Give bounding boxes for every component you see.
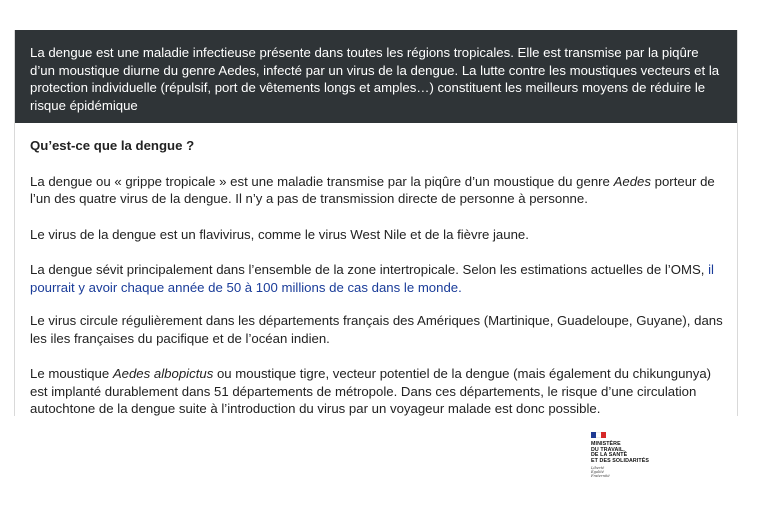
- republic-motto: Liberté Égalité Fraternité: [591, 466, 610, 479]
- ministry-logo: [591, 432, 671, 492]
- section-heading: Qu’est-ce que la dengue ?: [30, 138, 195, 153]
- paragraph-circulation: Le virus circule régulièrement dans les départements français des Amériques (Martinique, Guadeloupe, Guyane), dans les iles françaises du pacifique et de l’océan indien.: [30, 313, 723, 346]
- main-content: [30, 137, 732, 436]
- paragraph-virus: Le virus de la dengue est un flavivirus, comme le virus West Nile et de la fièvre jaune.: [30, 226, 529, 242]
- p1-text-after: porteur de l’un des quatre virus de la dengue. Il n’y a pas de transmission directe de personne à personne.: [30, 173, 715, 206]
- p5-species: Aedes albopictus: [112, 366, 214, 381]
- p1-genus: Aedes: [613, 173, 651, 189]
- p5-text-before: Le moustique: [30, 366, 113, 381]
- intro-banner: [15, 30, 737, 123]
- paragraph-definition: [30, 173, 732, 208]
- french-flag-icon: [591, 432, 606, 438]
- intro-text: La dengue est une maladie infectieuse présente dans toutes les régions tropicales. Elle est transmise par la piqûre d’un moustique diurne du genre Aedes, infecté par un virus de la dengue. La lutte contre les moustiques vecteurs et la protection individuelle (répulsif, port de vêtements longs et amples…) constituent les meilleurs moyens de réduire le risque épidémique: [30, 45, 720, 113]
- p5-text-after: ou moustique tigre, vecteur potentiel de la dengue (mais également du chikungunya) est implanté durablement dans 51 départements de métropole. Dans ces départements, le risque d’une circulation autochtone de la dengue suite à l’introduction du virus par un voyageur malade est donc possible.: [30, 366, 712, 416]
- p3-text-before: La dengue sévit principalement dans l’ensemble de la zone intertropicale. Selon les estimations actuelles de l’OMS,: [30, 262, 709, 277]
- paragraph-tiger-mosquito: [30, 365, 732, 418]
- paragraph-distribution: [30, 261, 732, 296]
- p1-text-before: La dengue ou « grippe tropicale » est une maladie transmise par la piqûre d’un moustique du genre: [30, 173, 614, 189]
- ministry-name: MINISTÈRE DU TRAVAIL, DE LA SANTÉ ET DES SOLIDARITÉS: [591, 441, 650, 464]
- info-card: [14, 30, 738, 416]
- who-estimate-link[interactable]: il pourrait y avoir chaque année de 50 à 100 millions de cas dans le monde.: [30, 262, 714, 295]
